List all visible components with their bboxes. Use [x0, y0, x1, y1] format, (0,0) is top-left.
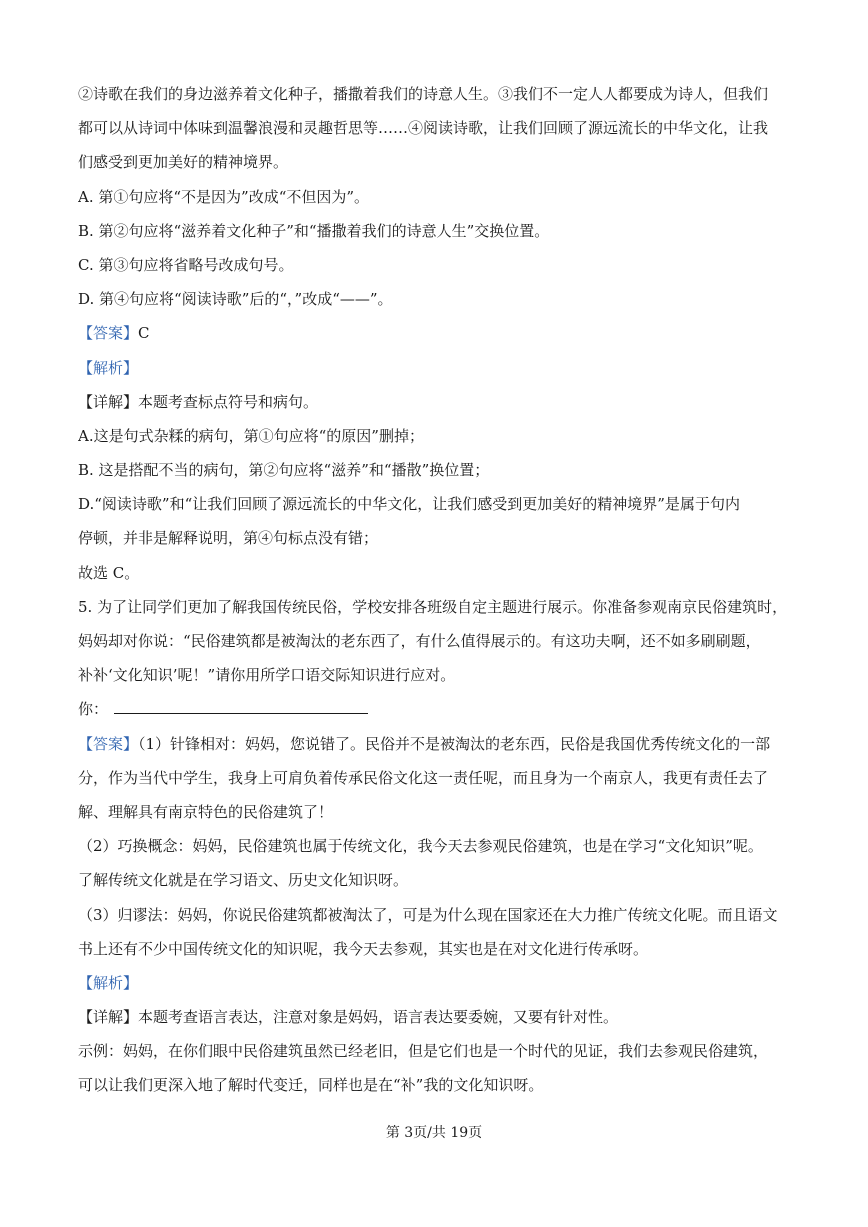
question-text-line: ②诗歌在我们的身边滋养着文化种子，播撒着我们的诗意人生。③我们不一定人人都要成为诗人，但我们 [78, 85, 769, 103]
detail-line: B. 这是搭配不当的病句，第②句应将“滋养”和“播散”换位置； [78, 461, 490, 480]
page-content [78, 84, 790, 1110]
answer-line: （3）归谬法：妈妈，你说民俗建筑都被淘汰了，可是为什么现在国家还在大力推广传统文化呢。而且语文 [78, 905, 778, 924]
answer-line: （2）巧换概念：妈妈，民俗建筑也属于传统文化，我今天去参观民俗建筑，也是在学习“文化知识”呢。 [78, 837, 763, 856]
detail-line: 故选 C。 [78, 563, 140, 582]
option-a: A. 第①句应将“不是因为”改成“不但因为”。 [78, 187, 370, 206]
answer-blank-row [78, 699, 790, 719]
detail-tag: 【详解】 [78, 392, 139, 411]
question-5-line: 补补‘文化知识’呢！”请你用所学口语交际知识进行应对。 [78, 666, 456, 685]
answer-tag: 【答案】 [78, 734, 139, 753]
page-footer: 第 3页/共 19页 [385, 1125, 483, 1141]
question-text-line: 都可以从诗词中体味到温馨浪漫和灵趣哲思等……④阅读诗歌，让我们回顾了源远流长的中华文化，让我 [78, 119, 769, 138]
q4-detail [78, 392, 790, 412]
answer-text: C [138, 324, 150, 343]
detail-line: 停顿，并非是解释说明，第④句标点没有错； [78, 529, 379, 548]
answer-tag: 【答案】 [78, 324, 139, 343]
question-5-line: 5. 为了让同学们更加了解我国传统民俗，学校安排各班级自定主题进行展示。你准备参观南京民俗建筑时， [78, 597, 788, 616]
question-5-line: 妈妈却对你说：“民俗建筑都是被淘汰的老东西了，有什么值得展示的。有这功夫啊，还不如多刷刷题， [78, 632, 761, 650]
you-label: 你： [78, 700, 109, 719]
detail-tag: 【详解】 [78, 1008, 139, 1027]
analysis-tag: 【解析】 [78, 973, 139, 992]
answer-line: 解、理解具有南京特色的民俗建筑了！ [78, 802, 334, 821]
q5-detail [78, 1007, 790, 1027]
option-d: D. 第④句应将“阅读诗歌”后的“，”改成“——”。 [78, 290, 393, 309]
detail-line: A.这是句式杂糅的病句，第①句应将“的原因”删掉； [78, 426, 424, 445]
answer-text: （1）针锋相对：妈妈，您说错了。民俗并不是被淘汰的老东西，民俗是我国优秀传统文化的一部 [138, 734, 771, 753]
example-line: 示例：妈妈，在你们眼中民俗建筑虽然已经老旧，但是它们也是一个时代的见证，我们去参观民俗建筑， [78, 1042, 769, 1061]
q4-answer [78, 323, 790, 343]
question-text-line: 们感受到更加美好的精神境界。 [78, 153, 289, 172]
detail-line: D.“阅读诗歌”和“让我们回顾了源远流长的中华文化，让我们感受到更加美好的精神境界”是属于句内 [78, 495, 740, 514]
analysis-tag: 【解析】 [78, 358, 139, 377]
option-c: C. 第③句应将省略号改成句号。 [78, 255, 294, 274]
answer-blank-line [114, 699, 368, 714]
detail-text: 本题考查语言表达，注意对象是妈妈，语言表达要委婉，又要有针对性。 [138, 1008, 619, 1027]
q4-analysis [78, 358, 790, 378]
example-line: 可以让我们更深入地了解时代变迁，同样也是在“补”我的文化知识呀。 [78, 1076, 544, 1095]
answer-line: 了解传统文化就是在学习语文、历史文化知识呀。 [78, 871, 409, 890]
detail-text: 本题考查标点符号和病句。 [138, 392, 319, 411]
q5-answer [78, 734, 790, 754]
option-b: B. 第②句应将“滋养着文化种子”和“播撒着我们的诗意人生”交换位置。 [78, 221, 550, 240]
answer-line: 书上还有不少中国传统文化的知识呢，我今天去参观，其实也是在对文化进行传承呀。 [78, 939, 649, 958]
q5-analysis [78, 973, 790, 993]
answer-line: 分，作为当代中学生，我身上可肩负着传承民俗文化这一责任呢，而且身为一个南京人，我更有责任去了 [78, 768, 769, 787]
